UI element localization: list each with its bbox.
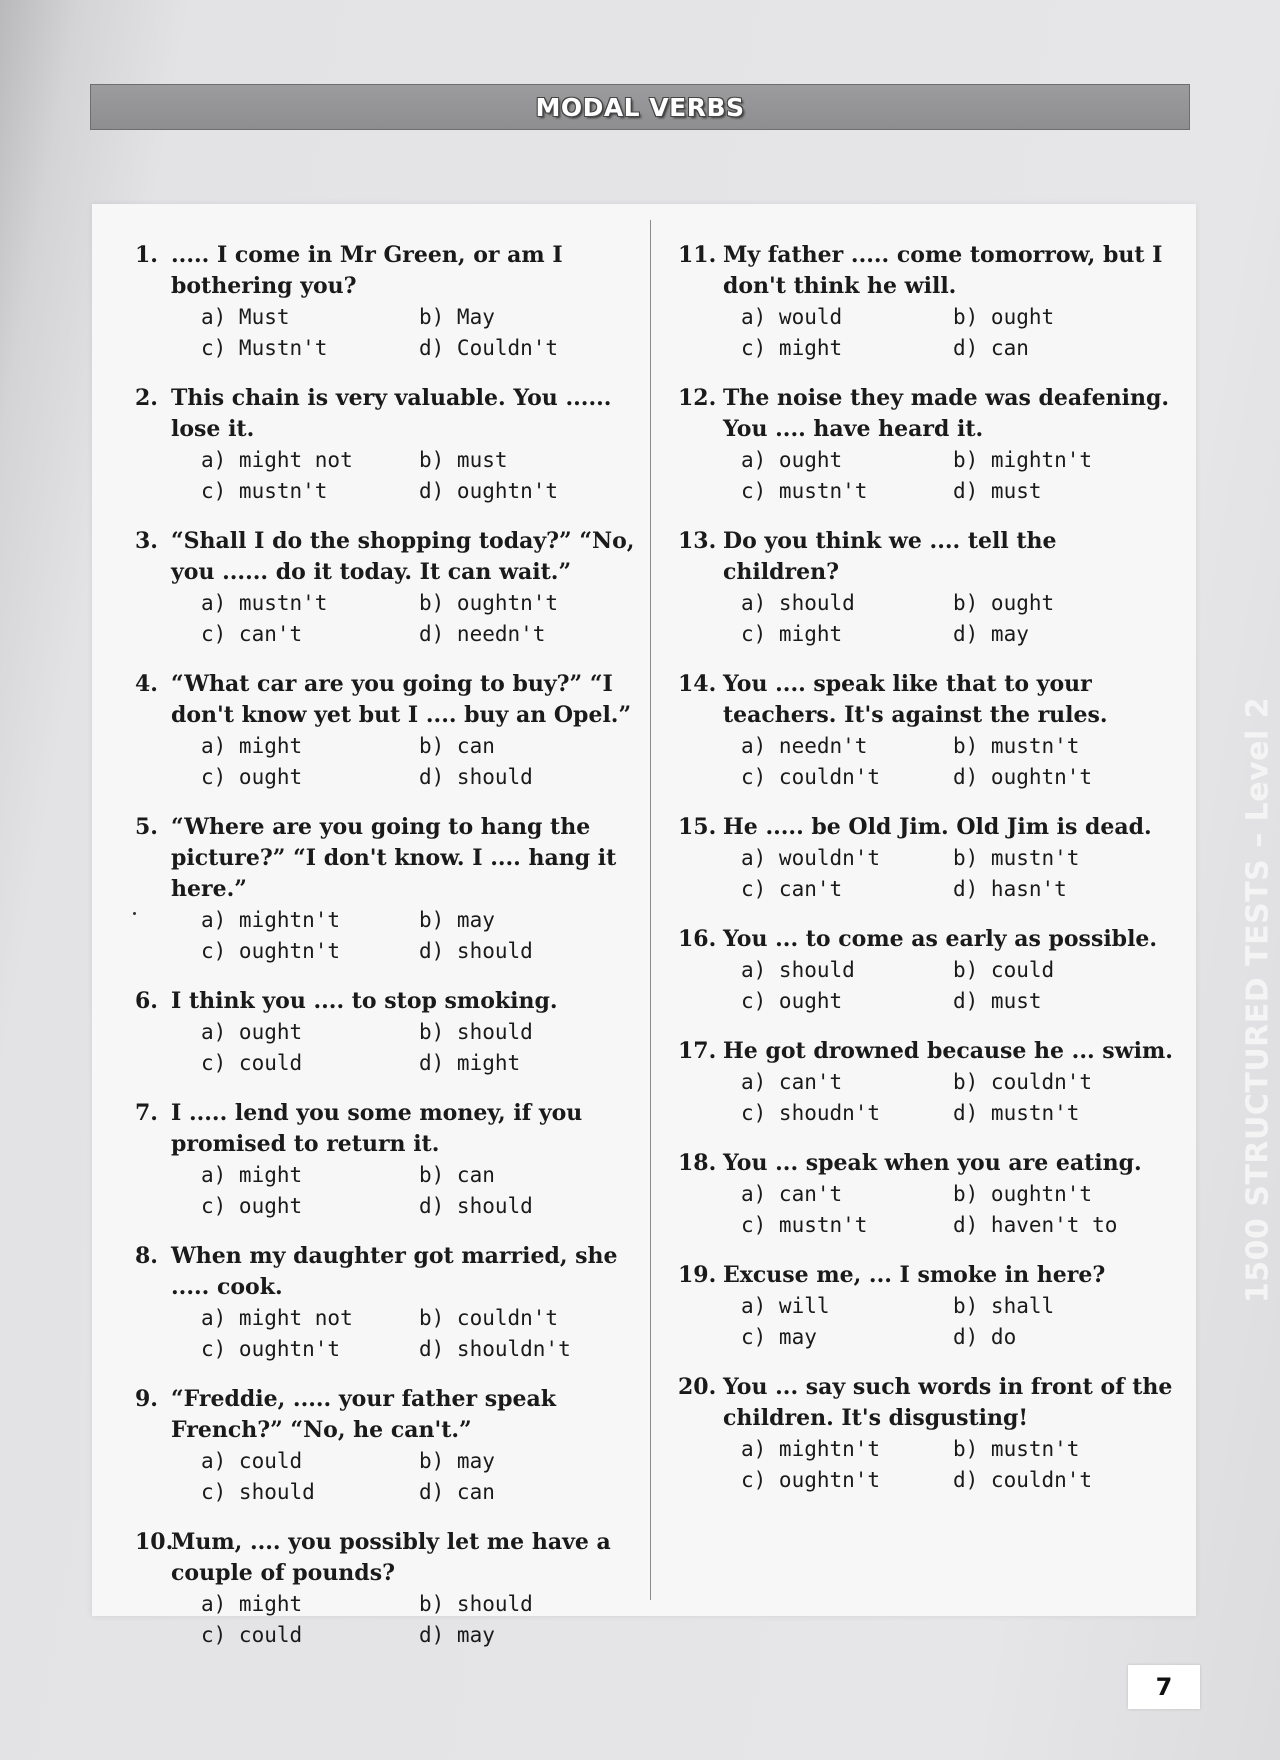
answer-option: a) might not bbox=[201, 1306, 353, 1330]
answer-option: b) could bbox=[953, 958, 1055, 982]
question-stem bbox=[678, 669, 1173, 731]
question-item bbox=[678, 924, 1173, 1017]
question-item bbox=[678, 1148, 1173, 1241]
answer-option: c) mustn't bbox=[741, 479, 868, 503]
answer-options bbox=[201, 1446, 635, 1508]
answer-option: d) might bbox=[419, 1051, 521, 1075]
answer-options bbox=[741, 843, 1173, 905]
question-item bbox=[135, 526, 635, 650]
answer-option: b) oughtn't bbox=[953, 1182, 1093, 1206]
answer-option: d) should bbox=[419, 765, 533, 789]
question-text: The noise they made was deafening. You .... have heard it. bbox=[723, 385, 1169, 442]
answer-options bbox=[741, 955, 1173, 1017]
question-stem bbox=[135, 1098, 635, 1160]
question-text: I ..... lend you some money, if you promised to return it. bbox=[171, 1100, 583, 1157]
question-stem bbox=[135, 240, 635, 302]
question-text: Do you think we .... tell the children? bbox=[723, 528, 1057, 585]
answer-option: d) may bbox=[419, 1623, 495, 1647]
question-number: 14. bbox=[678, 671, 717, 697]
answer-option: d) mustn't bbox=[953, 1101, 1080, 1125]
question-item bbox=[678, 812, 1173, 905]
answer-option: d) shouldn't bbox=[419, 1337, 571, 1361]
question-stem bbox=[678, 1372, 1173, 1434]
question-text: ..... I come in Mr Green, or am I bothering you? bbox=[171, 242, 563, 299]
question-text: “What car are you going to buy?” “I don't know yet but I .... buy an Opel.” bbox=[171, 671, 632, 728]
answer-options bbox=[741, 445, 1173, 507]
answer-options bbox=[741, 588, 1173, 650]
answer-option: c) can't bbox=[201, 622, 303, 646]
answer-option: c) shoudn't bbox=[741, 1101, 881, 1125]
question-number: 2. bbox=[135, 385, 158, 411]
question-item bbox=[678, 1260, 1173, 1353]
question-number: 12. bbox=[678, 385, 717, 411]
answer-option: c) oughtn't bbox=[201, 939, 341, 963]
answer-option: a) should bbox=[741, 591, 855, 615]
answer-option: d) must bbox=[953, 479, 1042, 503]
question-item bbox=[678, 383, 1173, 507]
answer-option: d) should bbox=[419, 939, 533, 963]
question-stem bbox=[135, 526, 635, 588]
question-text: This chain is very valuable. You ...... lose it. bbox=[171, 385, 612, 442]
answer-option: b) mightn't bbox=[953, 448, 1093, 472]
question-stem bbox=[678, 240, 1173, 302]
answer-option: b) ought bbox=[953, 305, 1055, 329]
answer-option: a) mightn't bbox=[201, 908, 341, 932]
question-item bbox=[135, 1098, 635, 1222]
question-item bbox=[135, 383, 635, 507]
answer-option: b) May bbox=[419, 305, 495, 329]
question-item bbox=[135, 1241, 635, 1365]
question-text: You ... to come as early as possible. bbox=[723, 926, 1158, 952]
section-title: MODAL VERBS bbox=[535, 92, 745, 122]
question-number: 20. bbox=[678, 1374, 717, 1400]
question-number: 18. bbox=[678, 1150, 717, 1176]
answer-options bbox=[201, 302, 635, 364]
page-number: 7 bbox=[1155, 1673, 1173, 1701]
answer-option: d) must bbox=[953, 989, 1042, 1013]
question-text: When my daughter got married, she ..... cook. bbox=[171, 1243, 618, 1300]
answer-option: d) oughtn't bbox=[953, 765, 1093, 789]
question-text: My father ..... come tomorrow, but I don't think he will. bbox=[723, 242, 1163, 299]
question-stem bbox=[135, 1527, 635, 1589]
answer-option: b) shall bbox=[953, 1294, 1055, 1318]
answer-options bbox=[741, 731, 1173, 793]
question-number: 16. bbox=[678, 926, 717, 952]
answer-option: d) Couldn't bbox=[419, 336, 559, 360]
question-number: 10. bbox=[135, 1529, 174, 1555]
answer-option: a) needn't bbox=[741, 734, 868, 758]
question-number: 7. bbox=[135, 1100, 158, 1126]
question-number: 3. bbox=[135, 528, 158, 554]
question-number: 15. bbox=[678, 814, 717, 840]
answer-options bbox=[201, 1303, 635, 1365]
question-item bbox=[135, 240, 635, 364]
question-stem bbox=[135, 986, 635, 1017]
answer-option: d) should bbox=[419, 1194, 533, 1218]
question-item bbox=[678, 526, 1173, 650]
question-number: 9. bbox=[135, 1386, 158, 1412]
question-stem bbox=[135, 383, 635, 445]
question-number: 8. bbox=[135, 1243, 158, 1269]
answer-option: c) could bbox=[201, 1051, 303, 1075]
answer-option: c) might bbox=[741, 336, 843, 360]
answer-option: a) could bbox=[201, 1449, 303, 1473]
answer-option: b) should bbox=[419, 1020, 533, 1044]
question-item bbox=[678, 240, 1173, 364]
answer-option: c) can't bbox=[741, 877, 843, 901]
answer-option: b) mustn't bbox=[953, 846, 1080, 870]
answer-option: d) can bbox=[419, 1480, 495, 1504]
question-text: You ... speak when you are eating. bbox=[723, 1150, 1142, 1176]
question-stem bbox=[678, 924, 1173, 955]
question-number: 11. bbox=[678, 242, 717, 268]
question-text: “Freddie, ..... your father speak French?” “No, he can't.” bbox=[171, 1386, 556, 1443]
question-stem bbox=[678, 812, 1173, 843]
answer-option: c) may bbox=[741, 1325, 817, 1349]
answer-options bbox=[201, 905, 635, 967]
answer-option: c) ought bbox=[201, 1194, 303, 1218]
answer-option: a) can't bbox=[741, 1182, 843, 1206]
question-text: You ... say such words in front of the children. It's disgusting! bbox=[723, 1374, 1173, 1431]
questions-right-column bbox=[678, 240, 1173, 1515]
question-stem bbox=[135, 669, 635, 731]
question-text: Excuse me, ... I smoke in here? bbox=[723, 1262, 1106, 1288]
column-divider bbox=[650, 220, 651, 1600]
question-stem bbox=[135, 1384, 635, 1446]
answer-option: d) haven't to bbox=[953, 1213, 1118, 1237]
answer-option: b) must bbox=[419, 448, 508, 472]
question-text: You .... speak like that to your teachers. It's against the rules. bbox=[723, 671, 1108, 728]
answer-option: a) wouldn't bbox=[741, 846, 881, 870]
answer-option: a) Must bbox=[201, 305, 290, 329]
answer-option: a) mightn't bbox=[741, 1437, 881, 1461]
answer-option: d) oughtn't bbox=[419, 479, 559, 503]
question-stem bbox=[678, 383, 1173, 445]
question-text: “Where are you going to hang the picture?” “I don't know. I .... hang it here.” bbox=[171, 814, 617, 902]
answer-option: b) can bbox=[419, 734, 495, 758]
question-text: “Shall I do the shopping today?” “No, you ...... do it today. It can wait.” bbox=[171, 528, 635, 585]
questions-left-column bbox=[135, 240, 635, 1670]
answer-option: d) couldn't bbox=[953, 1468, 1093, 1492]
question-stem bbox=[678, 526, 1173, 588]
side-label: 1500 STRUCTURED TESTS – Level 2 bbox=[1240, 696, 1276, 1304]
answer-option: a) might bbox=[201, 734, 303, 758]
question-item bbox=[135, 986, 635, 1079]
answer-option: c) could bbox=[201, 1623, 303, 1647]
question-item bbox=[135, 1527, 635, 1651]
answer-option: d) can bbox=[953, 336, 1029, 360]
question-item bbox=[135, 669, 635, 793]
question-item bbox=[678, 669, 1173, 793]
answer-option: c) ought bbox=[741, 989, 843, 1013]
answer-option: b) mustn't bbox=[953, 1437, 1080, 1461]
question-item bbox=[678, 1036, 1173, 1129]
question-text: I think you .... to stop smoking. bbox=[171, 988, 558, 1014]
answer-option: b) mustn't bbox=[953, 734, 1080, 758]
question-number: 5. bbox=[135, 814, 158, 840]
question-stem bbox=[678, 1260, 1173, 1291]
answer-option: b) can bbox=[419, 1163, 495, 1187]
question-number: 13. bbox=[678, 528, 717, 554]
section-header-bar bbox=[90, 84, 1190, 130]
answer-option: c) ought bbox=[201, 765, 303, 789]
answer-options bbox=[201, 731, 635, 793]
answer-option: a) will bbox=[741, 1294, 830, 1318]
answer-option: d) needn't bbox=[419, 622, 546, 646]
answer-option: a) ought bbox=[741, 448, 843, 472]
answer-option: b) may bbox=[419, 1449, 495, 1473]
answer-options bbox=[201, 588, 635, 650]
question-stem bbox=[678, 1148, 1173, 1179]
answer-options bbox=[741, 1179, 1173, 1241]
answer-option: a) would bbox=[741, 305, 843, 329]
answer-option: a) might bbox=[201, 1163, 303, 1187]
answer-option: b) couldn't bbox=[419, 1306, 559, 1330]
question-number: 17. bbox=[678, 1038, 717, 1064]
question-number: 1. bbox=[135, 242, 158, 268]
answer-option: c) mustn't bbox=[741, 1213, 868, 1237]
question-item bbox=[135, 1384, 635, 1508]
answer-option: c) mustn't bbox=[201, 479, 328, 503]
answer-option: a) should bbox=[741, 958, 855, 982]
answer-options bbox=[201, 445, 635, 507]
answer-option: b) ought bbox=[953, 591, 1055, 615]
answer-options bbox=[741, 1291, 1173, 1353]
answer-option: b) may bbox=[419, 908, 495, 932]
answer-option: d) hasn't bbox=[953, 877, 1067, 901]
answer-option: b) couldn't bbox=[953, 1070, 1093, 1094]
answer-option: c) should bbox=[201, 1480, 315, 1504]
answer-option: c) might bbox=[741, 622, 843, 646]
answer-options bbox=[741, 302, 1173, 364]
answer-options bbox=[201, 1017, 635, 1079]
question-number: 6. bbox=[135, 988, 158, 1014]
question-text: He ..... be Old Jim. Old Jim is dead. bbox=[723, 814, 1152, 840]
question-number: 19. bbox=[678, 1262, 717, 1288]
answer-option: a) ought bbox=[201, 1020, 303, 1044]
answer-option: c) Mustn't bbox=[201, 336, 328, 360]
question-stem bbox=[678, 1036, 1173, 1067]
answer-option: a) might bbox=[201, 1592, 303, 1616]
answer-options bbox=[741, 1067, 1173, 1129]
answer-option: d) may bbox=[953, 622, 1029, 646]
question-item bbox=[135, 812, 635, 967]
answer-option: a) can't bbox=[741, 1070, 843, 1094]
question-text: He got drowned because he ... swim. bbox=[723, 1038, 1173, 1064]
answer-option: a) mustn't bbox=[201, 591, 328, 615]
answer-option: c) oughtn't bbox=[201, 1337, 341, 1361]
answer-option: d) do bbox=[953, 1325, 1017, 1349]
question-stem bbox=[135, 1241, 635, 1303]
question-text: Mum, .... you possibly let me have a couple of pounds? bbox=[171, 1529, 611, 1586]
question-item bbox=[678, 1372, 1173, 1496]
answer-options bbox=[201, 1160, 635, 1222]
page-number-box bbox=[1128, 1665, 1200, 1709]
answer-option: b) oughtn't bbox=[419, 591, 559, 615]
answer-option: c) couldn't bbox=[741, 765, 881, 789]
answer-option: a) might not bbox=[201, 448, 353, 472]
question-stem bbox=[135, 812, 635, 905]
answer-option: b) should bbox=[419, 1592, 533, 1616]
answer-options bbox=[741, 1434, 1173, 1496]
question-number: 4. bbox=[135, 671, 158, 697]
answer-options bbox=[201, 1589, 635, 1651]
answer-option: c) oughtn't bbox=[741, 1468, 881, 1492]
